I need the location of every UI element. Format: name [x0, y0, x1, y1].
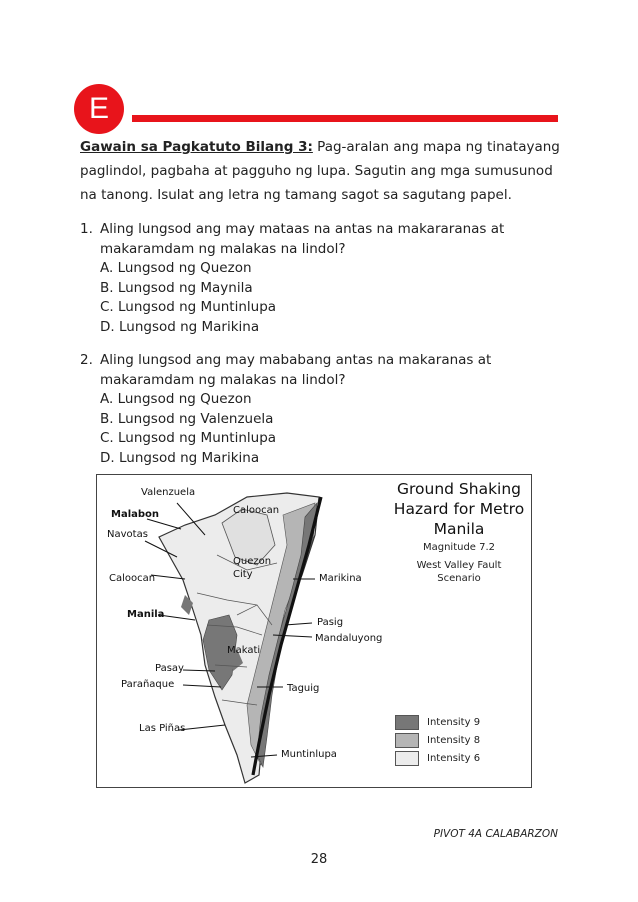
legend-label: Intensity 6	[427, 753, 481, 764]
question-2	[80, 351, 580, 468]
question-1	[80, 220, 580, 337]
option-a: A. Lungsod ng Quezon	[100, 391, 252, 407]
legend-intensity-6	[395, 751, 480, 766]
option-c: C. Lungsod ng Muntinlupa	[100, 299, 277, 315]
label-pasig: Pasig	[317, 617, 344, 628]
footer-text: PIVOT 4A CALABARZON	[433, 828, 558, 840]
legend-label: Intensity 9	[427, 717, 481, 728]
page-number: 28	[310, 852, 328, 867]
legend-label: Intensity 8	[427, 735, 481, 746]
question-number: 2.	[80, 352, 93, 368]
label-quezon-city: Quezon City	[233, 556, 272, 580]
label-manila: Manila	[127, 609, 165, 620]
label-pasay: Pasay	[155, 663, 184, 674]
option-d: D. Lungsod ng Marikina	[100, 449, 260, 466]
label-makati: Makati	[227, 645, 261, 656]
map-scenario: West Valley Fault Scenario	[416, 560, 502, 584]
legend-intensity-9	[395, 715, 480, 730]
section-divider	[132, 115, 558, 122]
hazard-map	[96, 474, 532, 788]
label-caloocan-north: Caloocan	[233, 505, 280, 516]
label-valenzuela: Valenzuela	[141, 487, 196, 498]
option-b: B. Lungsod ng Valenzuela	[100, 410, 274, 427]
question-stem: Aling lungsod ang may mababang antas na makaranas at makaramdam ng malakas na lindol?	[100, 352, 492, 388]
label-mandaluyong: Mandaluyong	[315, 633, 383, 644]
label-taguig: Taguig	[287, 683, 320, 694]
answer-options	[80, 390, 580, 468]
question-stem: Aling lungsod ang may mataas na antas na makararanas at makaramdam ng malakas na lindol?	[100, 221, 505, 257]
label-paranaque: Parañaque	[121, 679, 175, 690]
label-las-pinas: Las Piñas	[139, 723, 186, 734]
activity-text: Pag-aralan ang mapa ng tinatayang paglindol, pagbaha at pagguho ng lupa. Sagutin ang mga sumusunod na tanong. Isulat ang letra ng tamang sagot sa sagutang papel.	[80, 139, 560, 203]
label-muntinlupa: Muntinlupa	[281, 749, 337, 760]
option-a: A. Lungsod ng Quezon	[100, 260, 252, 276]
activity-title: Gawain sa Pagkatuto Bilang 3:	[80, 139, 313, 155]
option-d: D. Lungsod ng Marikina	[100, 318, 260, 335]
map-magnitude: Magnitude 7.2	[422, 542, 496, 553]
label-malabon: Malabon	[111, 509, 160, 520]
label-caloocan-south: Caloocan	[109, 573, 156, 584]
label-marikina: Marikina	[319, 573, 362, 584]
question-number: 1.	[80, 221, 93, 237]
option-b: B. Lungsod ng Maynila	[100, 279, 253, 296]
activity-instructions	[80, 135, 570, 207]
map-title: Ground Shaking Hazard for Metro Manila	[393, 480, 525, 538]
legend-intensity-8	[395, 733, 480, 748]
answer-options	[80, 259, 580, 337]
legend-swatch	[395, 751, 419, 766]
option-c: C. Lungsod ng Muntinlupa	[100, 430, 277, 446]
label-navotas: Navotas	[107, 529, 148, 540]
section-badge: E	[74, 84, 124, 134]
legend-swatch	[395, 733, 419, 748]
legend-swatch	[395, 715, 419, 730]
